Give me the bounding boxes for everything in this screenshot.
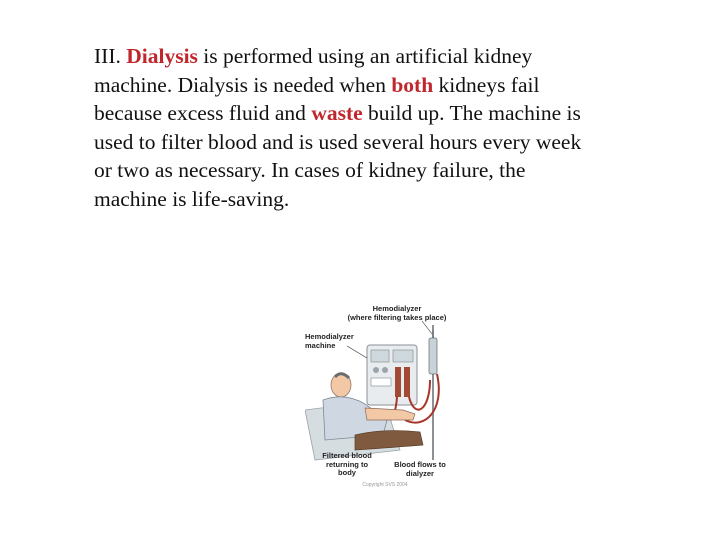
text-line-2 [94, 71, 654, 100]
machine-display [371, 378, 391, 386]
machine-panel [393, 350, 413, 362]
blanket [355, 431, 423, 450]
text-line-4: used to filter blood and is used several hours every week [94, 129, 582, 154]
patient-arm [365, 408, 415, 420]
label-filtered-line3: body [338, 468, 356, 477]
text-segment: kidneys fail [433, 72, 540, 97]
text-line-5: or two as necessary. In cases of kidney failure, the [94, 158, 526, 182]
keyword-waste: waste [311, 101, 363, 125]
keyword-dialysis: Dialysis [126, 44, 198, 68]
blood-pump [404, 367, 410, 397]
keyword-both: both [391, 72, 434, 97]
label-flows-line1: Blood flows to [394, 460, 446, 469]
label-machine-line2: machine [305, 340, 336, 350]
machine-dial [382, 367, 388, 373]
text-segment: is performed using an artificial kidney [197, 44, 533, 68]
text-line-6: machine is life-saving. [94, 186, 290, 211]
label-hemodialyzer-sub: (where filtering takes place) [347, 312, 447, 322]
text-segment: because excess fluid and [94, 101, 312, 125]
label-filtered-line1: Filtered blood [322, 451, 372, 460]
hemodialyzer [429, 338, 437, 374]
text-line-3 [94, 99, 654, 128]
machine-dial [373, 367, 379, 373]
label-hemodialyzer [337, 305, 457, 322]
label-hemodialyzer-machine [305, 333, 365, 350]
text-line-1 [94, 42, 654, 71]
roman-numeral: III. [94, 44, 127, 68]
machine-screen [371, 350, 389, 362]
label-flows-line2: dialyzer [406, 468, 434, 478]
text-segment: build up. The machine is [362, 101, 581, 125]
label-hemodialyzer-title: Hemodialyzer [372, 304, 422, 313]
slide-body-text [94, 42, 654, 213]
blood-pump [395, 367, 401, 397]
label-blood-flows [385, 461, 455, 478]
pointer-line [422, 321, 432, 334]
label-filtered-line2: returning to [325, 459, 369, 469]
label-machine-line1: Hemodialyzer [305, 332, 354, 341]
label-filtered-blood [317, 452, 377, 478]
text-segment: machine. Dialysis is needed when [94, 72, 392, 97]
dialysis-illustration [305, 300, 465, 492]
copyright-note: Copyright SVS 2004 [362, 482, 408, 488]
